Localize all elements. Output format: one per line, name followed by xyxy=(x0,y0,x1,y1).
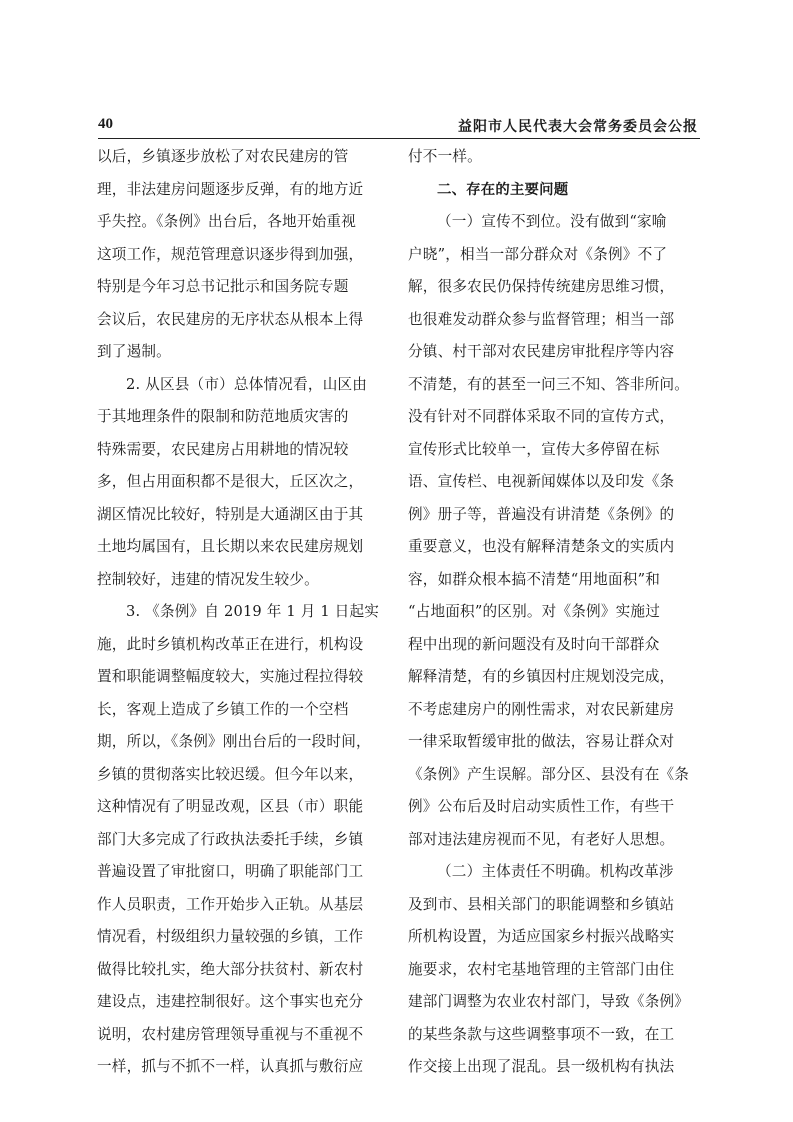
page-header xyxy=(98,116,698,138)
text-line: 户晓”，相当一部分群众对《条例》不了 xyxy=(408,245,668,263)
text-line: 期，所以，《条例》刚出台后的一段时间， xyxy=(97,733,371,750)
text-line: 不考虑建房户的刚性需求，对农民新建房 xyxy=(408,700,675,718)
text-line: 及到市、县相关部门的职能调整和乡镇站 xyxy=(408,895,675,913)
header-rule xyxy=(98,138,700,139)
text-line: 普遍设置了审批窗口，明确了职能部门工 xyxy=(97,863,364,880)
text-line: 乡镇的贯彻落实比较迟缓。但今年以来， xyxy=(97,765,364,783)
text-line: 重要意义，也没有解释清楚条文的实质内 xyxy=(408,538,675,555)
text-line: 到了遏制。 xyxy=(97,343,171,360)
text-line: “占地面积”的区别。对《条例》实施过 xyxy=(408,603,661,620)
text-line: 作人员职责，工作开始步入正轨。从基层 xyxy=(97,895,364,913)
text-line: 建部门调整为农业农村部门，导致《条例》 xyxy=(408,993,690,1010)
text-line: 不清楚，有的甚至一问三不知、答非所问。 xyxy=(408,375,690,393)
text-line: 解，很多农民仍保持传统建房思维习惯， xyxy=(408,278,675,295)
text-line: 多，但占用面积都不是很大，丘区次之， xyxy=(97,473,364,490)
text-line: 于其地理条件的限制和防范地质灾害的 xyxy=(97,408,349,425)
text-line: 例》册子等，普遍没有讲清楚《条例》的 xyxy=(408,505,675,523)
text-line: （一）宣传不到位。没有做到“家喻 xyxy=(437,213,667,230)
text-line: 一律采取暂缓审批的做法，容易让群众对 xyxy=(408,733,675,750)
text-line: 这项工作，规范管理意识逐步得到加强， xyxy=(97,245,364,263)
text-line: 控制较好，违建的情况发生较少。 xyxy=(97,570,319,588)
text-line: 语、宣传栏、电视新闻媒体以及印发《条 xyxy=(408,473,675,490)
section-heading: 二、存在的主要问题 xyxy=(437,181,569,198)
right-column xyxy=(408,141,700,1084)
journal-title: 益阳市人民代表大会常务委员会公报 xyxy=(458,119,698,135)
text-line: 所机构设置，为适应国家乡村振兴战略实 xyxy=(408,928,675,945)
text-line: 长，客观上造成了乡镇工作的一个空档 xyxy=(97,700,349,718)
text-line: 程中出现的新问题没有及时向干部群众 xyxy=(408,635,660,653)
text-line: 宣传形式比较单一，宣传大多停留在标 xyxy=(408,440,660,458)
page-number: 40 xyxy=(98,116,113,132)
text-line: 部门大多完成了行政执法委托手续，乡镇 xyxy=(97,830,364,848)
left-column xyxy=(97,141,389,1084)
text-line: 施，此时乡镇机构改革正在进行，机构设 xyxy=(97,635,364,653)
text-line: 2. 从区县（市）总体情况看，山区由 xyxy=(126,375,368,393)
text-line: 也很难发动群众参与监督管理；相当一部 xyxy=(408,310,675,328)
text-line: 做得比较扎实，绝大部分扶贫村、新农村 xyxy=(97,960,364,978)
text-line: 的某些条款与这些调整事项不一致，在工 xyxy=(408,1025,675,1043)
text-line: 解释清楚，有的乡镇因村庄规划没完成， xyxy=(408,668,675,685)
text-line: 付不一样。 xyxy=(408,148,482,165)
text-line: 说明，农村建房管理领导重视与不重视不 xyxy=(97,1025,364,1043)
text-line: 特别是今年习总书记批示和国务院专题 xyxy=(97,278,349,295)
text-line: 理，非法建房问题逐步反弹，有的地方近 xyxy=(97,180,364,198)
text-line: 一样，抓与不抓不一样，认真抓与敷衍应 xyxy=(97,1058,364,1075)
text-line: 部对违法建房视而不见，有老好人思想。 xyxy=(408,830,675,848)
text-line: 情况看，村级组织力量较强的乡镇，工作 xyxy=(97,928,364,945)
text-line: 作交接上出现了混乱。县一级机构有执法 xyxy=(408,1058,675,1075)
text-line: 以后，乡镇逐步放松了对农民建房的管 xyxy=(97,148,349,165)
text-line: （二）主体责任不明确。机构改革涉 xyxy=(437,863,674,880)
text-line: 施要求，农村宅基地管理的主管部门由住 xyxy=(408,960,675,978)
text-line: 容，如群众根本搞不清楚“用地面积”和 xyxy=(408,570,661,588)
text-line: 3. 《条例》自 2019 年 1 月 1 日起实 xyxy=(126,603,380,620)
text-line: 例》公布后及时启动实质性工作，有些干 xyxy=(408,798,675,815)
text-line: 《条例》产生误解。部分区、县没有在《条 xyxy=(408,765,690,783)
text-line: 特殊需要，农民建房占用耕地的情况较 xyxy=(97,440,349,458)
text-line: 湖区情况比较好，特别是大通湖区由于其 xyxy=(97,505,364,523)
text-line: 分镇、村干部对农民建房审批程序等内容 xyxy=(408,343,675,360)
text-line: 建设点，违建控制很好。这个事实也充分 xyxy=(97,993,364,1010)
text-line: 没有针对不同群体采取不同的宣传方式， xyxy=(408,408,675,425)
text-line: 乎失控。《条例》出台后，各地开始重视 xyxy=(97,213,356,230)
text-line: 这种情况有了明显改观，区县（市）职能 xyxy=(97,798,364,815)
text-line: 置和职能调整幅度较大，实施过程拉得较 xyxy=(97,668,364,685)
text-line: 会议后，农民建房的无序状态从根本上得 xyxy=(97,310,364,328)
text-line: 土地均属国有，且长期以来农民建房规划 xyxy=(97,538,364,555)
